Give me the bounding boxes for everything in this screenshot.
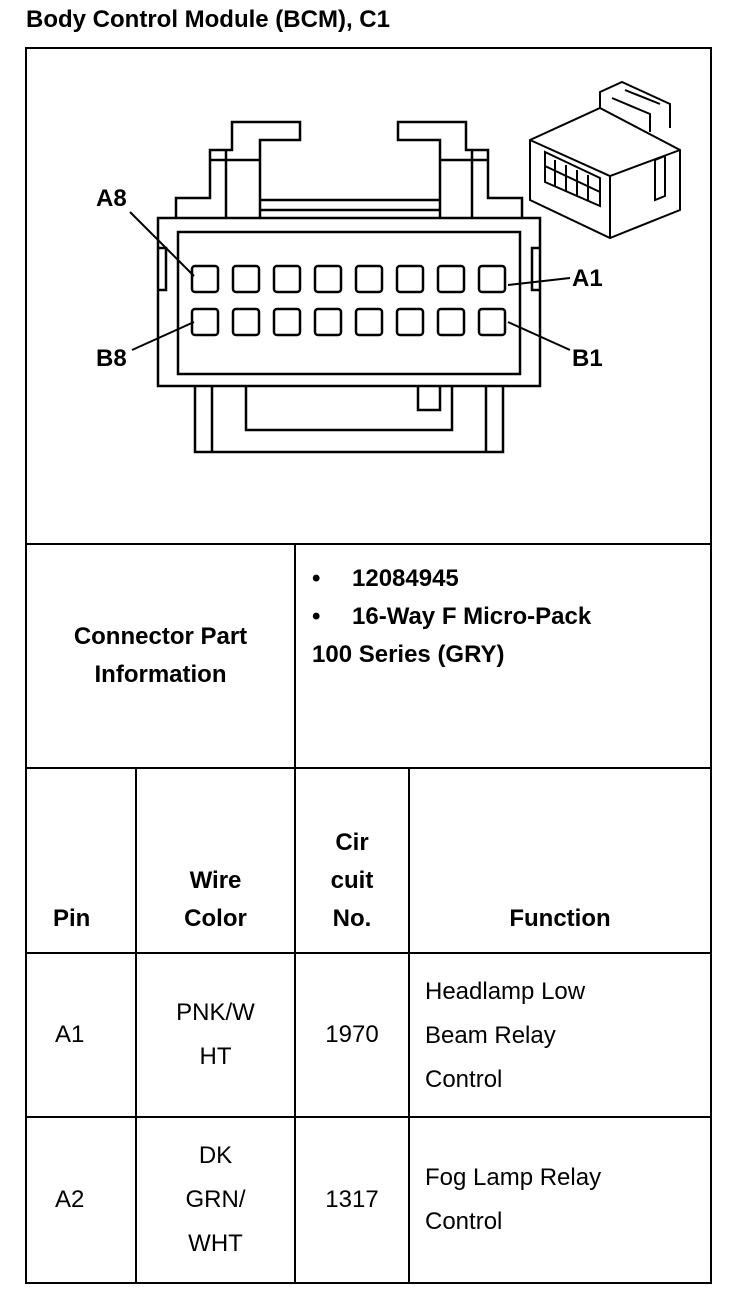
cavity-a2 xyxy=(438,266,464,292)
connector-body xyxy=(158,218,540,386)
label-a8: A8 xyxy=(96,185,127,212)
cavity-a6 xyxy=(274,266,300,292)
label-b8: B8 xyxy=(96,345,127,372)
part-number-line xyxy=(312,560,702,598)
header-circuit-line1: Cir xyxy=(335,829,369,856)
lower-latch-notch xyxy=(418,386,440,410)
header-circuit xyxy=(296,769,408,952)
row-function xyxy=(425,970,585,1102)
row-wire-color-line: WHT xyxy=(188,1230,243,1257)
cavity-b4 xyxy=(356,309,382,335)
cavity-b5 xyxy=(315,309,341,335)
divider-info-col xyxy=(294,543,296,767)
table-row xyxy=(27,1118,710,1282)
lower-latch-slot xyxy=(246,386,452,430)
row-wire-color xyxy=(137,1134,294,1266)
header-pin xyxy=(27,769,135,952)
bullet-icon: • xyxy=(312,565,321,592)
leader-b8 xyxy=(132,322,194,350)
cavity-b3 xyxy=(397,309,423,335)
header-circuit-line2: cuit xyxy=(330,867,374,894)
cavity-a7 xyxy=(233,266,259,292)
upper-shroud-right xyxy=(398,122,522,218)
connector-isometric-icon xyxy=(530,82,680,238)
table-row xyxy=(27,954,710,1116)
cavity-a3 xyxy=(397,266,423,292)
pin-row-b xyxy=(192,309,505,335)
upper-bar xyxy=(260,200,440,210)
connector-inner xyxy=(178,232,520,374)
header-wire-color-line2: Color xyxy=(184,905,247,932)
cavity-b2 xyxy=(438,309,464,335)
cavity-a4 xyxy=(356,266,382,292)
upper-shroud-right-inner xyxy=(440,150,488,218)
lower-latch xyxy=(195,386,503,452)
connector-info-label xyxy=(27,545,294,767)
connector-series: 100 Series (GRY) xyxy=(312,641,505,668)
label-a1: A1 xyxy=(572,265,603,292)
part-number: 12084945 xyxy=(352,565,459,592)
cavity-b6 xyxy=(274,309,300,335)
row-function-line: Control xyxy=(425,1208,503,1235)
cavity-b8 xyxy=(192,309,218,335)
connector-info-label-line2: Information xyxy=(94,661,227,688)
leader-a8 xyxy=(130,212,194,276)
header-function-text: Function xyxy=(509,905,611,932)
row-circuit: 1970 xyxy=(325,1021,379,1048)
row-wire-color-line: HT xyxy=(199,1043,232,1070)
row-circuit: 1317 xyxy=(325,1186,379,1213)
row-function xyxy=(425,1156,601,1244)
header-pin-text: Pin xyxy=(53,905,91,932)
row-pin: A2 xyxy=(55,1186,85,1213)
description-line xyxy=(312,598,702,636)
cavity-a1 xyxy=(479,266,505,292)
bullet-icon: • xyxy=(312,603,321,630)
connector-diagram xyxy=(0,0,752,545)
connector-info-values xyxy=(312,560,702,674)
pin-row-a xyxy=(192,266,505,292)
row-wire-color-line: DK xyxy=(198,1142,233,1169)
upper-shroud-inner xyxy=(210,150,260,218)
row-wire-color-line: PNK/W xyxy=(176,999,255,1026)
row-pin: A1 xyxy=(55,1021,85,1048)
row-function-line: Headlamp Low xyxy=(425,978,586,1005)
label-b1: B1 xyxy=(572,345,603,372)
row-function-line: Control xyxy=(425,1066,503,1093)
row-wire-color-line: GRN/ xyxy=(185,1186,246,1213)
cavity-a8 xyxy=(192,266,218,292)
header-wire-color-line1: Wire xyxy=(189,867,242,894)
row-function-line: Fog Lamp Relay xyxy=(425,1164,602,1191)
header-function xyxy=(410,769,710,952)
lower-latch-inner xyxy=(212,386,486,452)
connector-description: 16-Way F Micro-Pack xyxy=(352,603,592,630)
header-circuit-line3: No. xyxy=(332,905,372,932)
page-title: Body Control Module (BCM), C1 xyxy=(26,6,390,33)
cavity-a5 xyxy=(315,266,341,292)
cavity-b1 xyxy=(479,309,505,335)
cavity-b7 xyxy=(233,309,259,335)
upper-shroud xyxy=(176,122,300,218)
header-wire-color xyxy=(137,769,294,952)
row-function-line: Beam Relay xyxy=(425,1022,556,1049)
connector-info-label-line1: Connector Part xyxy=(73,623,248,650)
